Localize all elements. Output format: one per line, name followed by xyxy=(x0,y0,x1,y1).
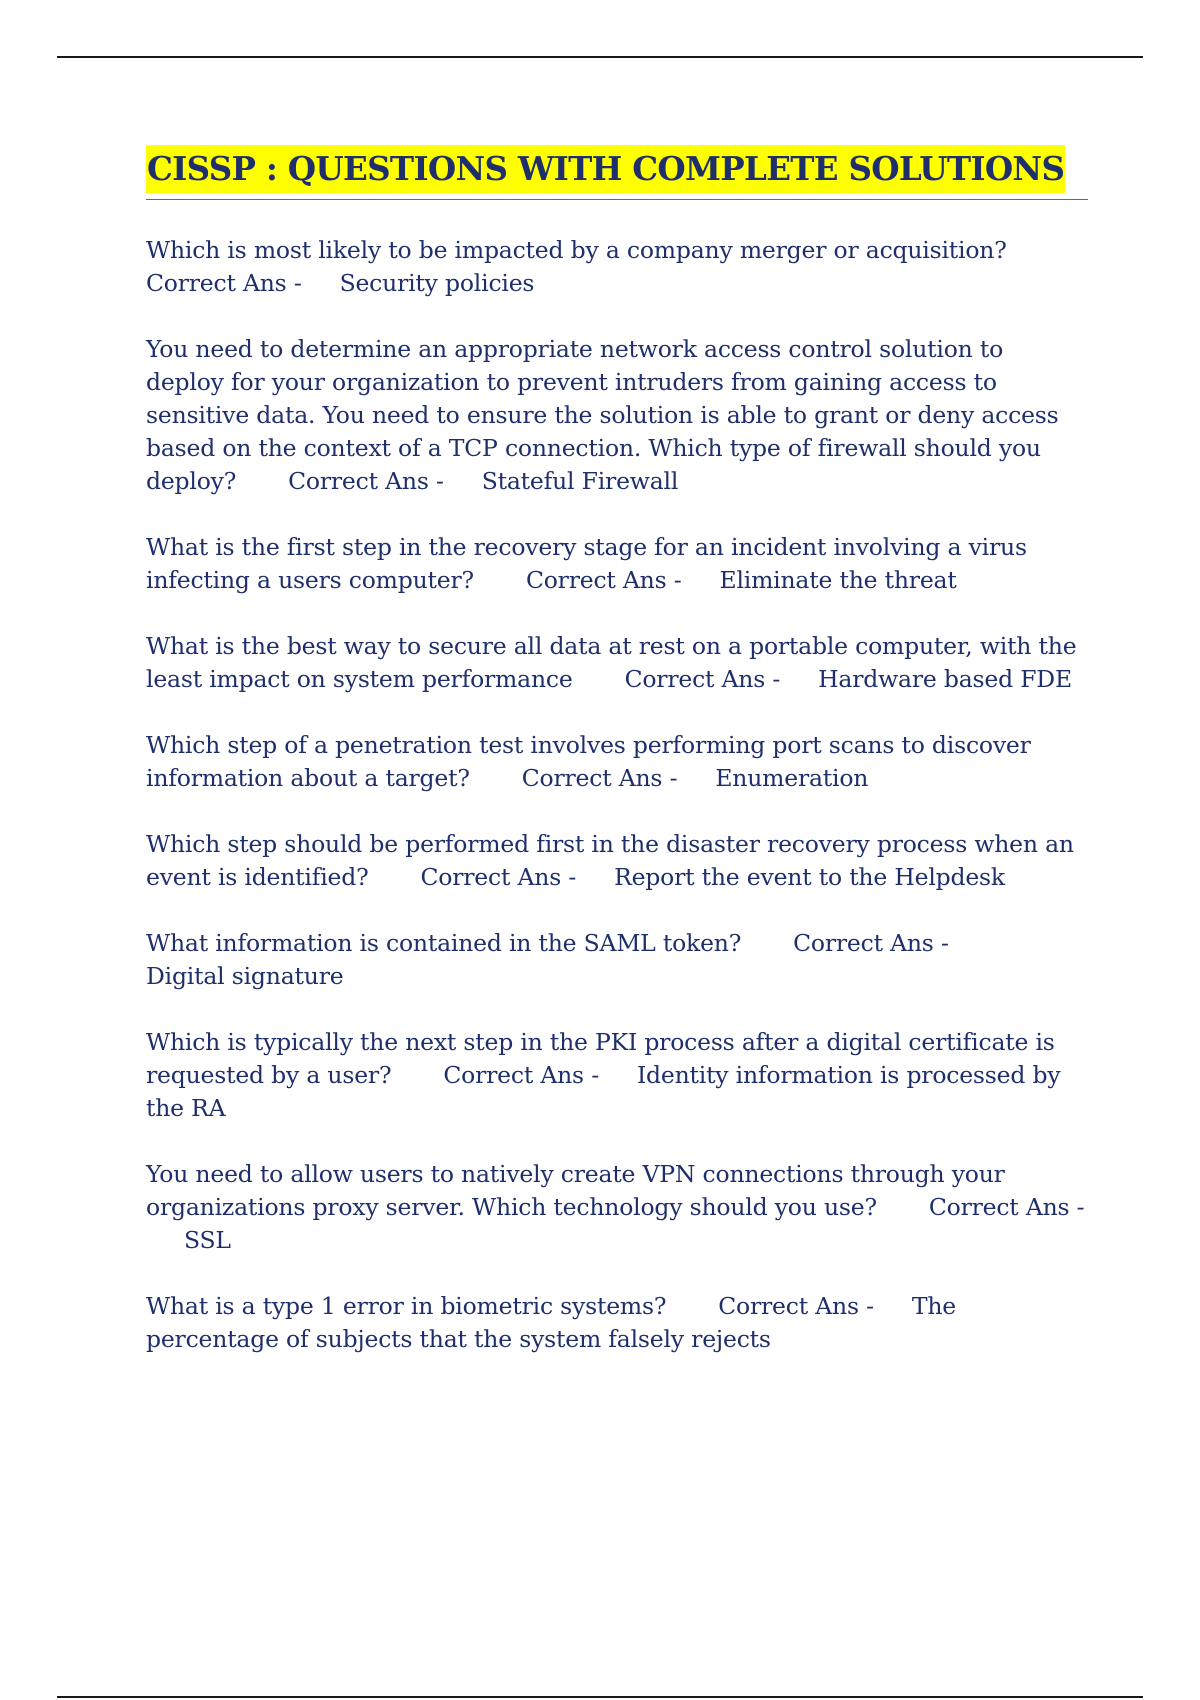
answer-separator: - xyxy=(568,863,577,891)
answer-label: Correct Ans xyxy=(525,566,667,594)
question-text: You need to allow users to natively create VPN connections through your organizations proxy server. Which technology should you use? xyxy=(146,1160,1005,1221)
answer-label: Correct Ans xyxy=(718,1292,859,1320)
answer-separator: - xyxy=(669,764,678,792)
question-text: Which step of a penetration test involves performing port scans to discover information about a target? xyxy=(146,731,1031,792)
answer-text: SSL xyxy=(184,1226,231,1254)
answer-label: Correct Ans xyxy=(420,863,562,891)
question-text: Which is most likely to be impacted by a company merger or acquisition? xyxy=(146,236,1007,264)
answer-separator: - xyxy=(866,1292,874,1320)
answer-separator: - xyxy=(940,929,949,957)
answer-label: Correct Ans xyxy=(793,929,934,957)
qa-item xyxy=(146,828,1088,894)
qa-item xyxy=(146,531,1088,597)
answer-text: Enumeration xyxy=(715,764,869,792)
answer-separator: - xyxy=(435,467,444,495)
question-text: You need to determine an appropriate network access control solution to deploy for your organization to prevent intruders from gaining access to sensitive data. You need to ensure the solution is able to grant or deny access based on the context of a TCP connection. Which type of firewall should you deploy? xyxy=(146,335,1059,495)
question-text: What is a type 1 error in biometric systems? xyxy=(146,1292,667,1320)
question-text: What information is contained in the SAML token? xyxy=(146,929,742,957)
question-text: Which step should be performed first in the disaster recovery process when an event is identified? xyxy=(146,830,1074,891)
answer-text: Stateful Firewall xyxy=(481,467,679,495)
answer-text: Report the event to the Helpdesk xyxy=(614,863,1005,891)
qa-item xyxy=(146,1026,1088,1125)
answer-text: Digital signature xyxy=(146,962,344,990)
header-rule xyxy=(57,56,1143,58)
answer-label: Correct Ans xyxy=(521,764,663,792)
question-text: Which is typically the next step in the PKI process after a digital certificate is requested by a user? xyxy=(146,1028,1055,1089)
answer-text: Eliminate the threat xyxy=(719,566,957,594)
answer-text: Hardware based FDE xyxy=(818,665,1072,693)
answer-text: The percentage of subjects that the system falsely rejects xyxy=(146,1292,956,1353)
qa-item xyxy=(146,630,1088,696)
answer-label: Correct Ans xyxy=(146,269,287,297)
answer-separator: - xyxy=(1076,1193,1085,1221)
answer-label: Correct Ans xyxy=(624,665,766,693)
answer-label: Correct Ans xyxy=(288,467,429,495)
answer-separator: - xyxy=(673,566,682,594)
qa-item xyxy=(146,234,1088,300)
question-text: What is the first step in the recovery stage for an incident involving a virus infecting a users computer? xyxy=(146,533,1027,594)
qa-item xyxy=(146,1290,1088,1356)
answer-separator: - xyxy=(293,269,302,297)
document-title: CISSP : QUESTIONS WITH COMPLETE SOLUTIONS xyxy=(146,145,1065,193)
answer-label: Correct Ans xyxy=(443,1061,584,1089)
qa-item xyxy=(146,1158,1088,1257)
qa-item xyxy=(146,729,1088,795)
qa-item xyxy=(146,333,1088,498)
answer-separator: - xyxy=(772,665,781,693)
answer-text: Security policies xyxy=(339,269,535,297)
answer-separator: - xyxy=(591,1061,599,1089)
answer-label: Correct Ans xyxy=(928,1193,1070,1221)
qa-list xyxy=(146,234,1088,1356)
footer-rule xyxy=(57,1696,1143,1698)
answer-text: Identity information is processed by the RA xyxy=(146,1061,1061,1122)
document-body xyxy=(146,145,1088,1389)
qa-item xyxy=(146,927,1088,993)
question-text: What is the best way to secure all data at rest on a portable computer, with the least impact on system performance xyxy=(146,632,1077,693)
title-block xyxy=(146,145,1088,200)
